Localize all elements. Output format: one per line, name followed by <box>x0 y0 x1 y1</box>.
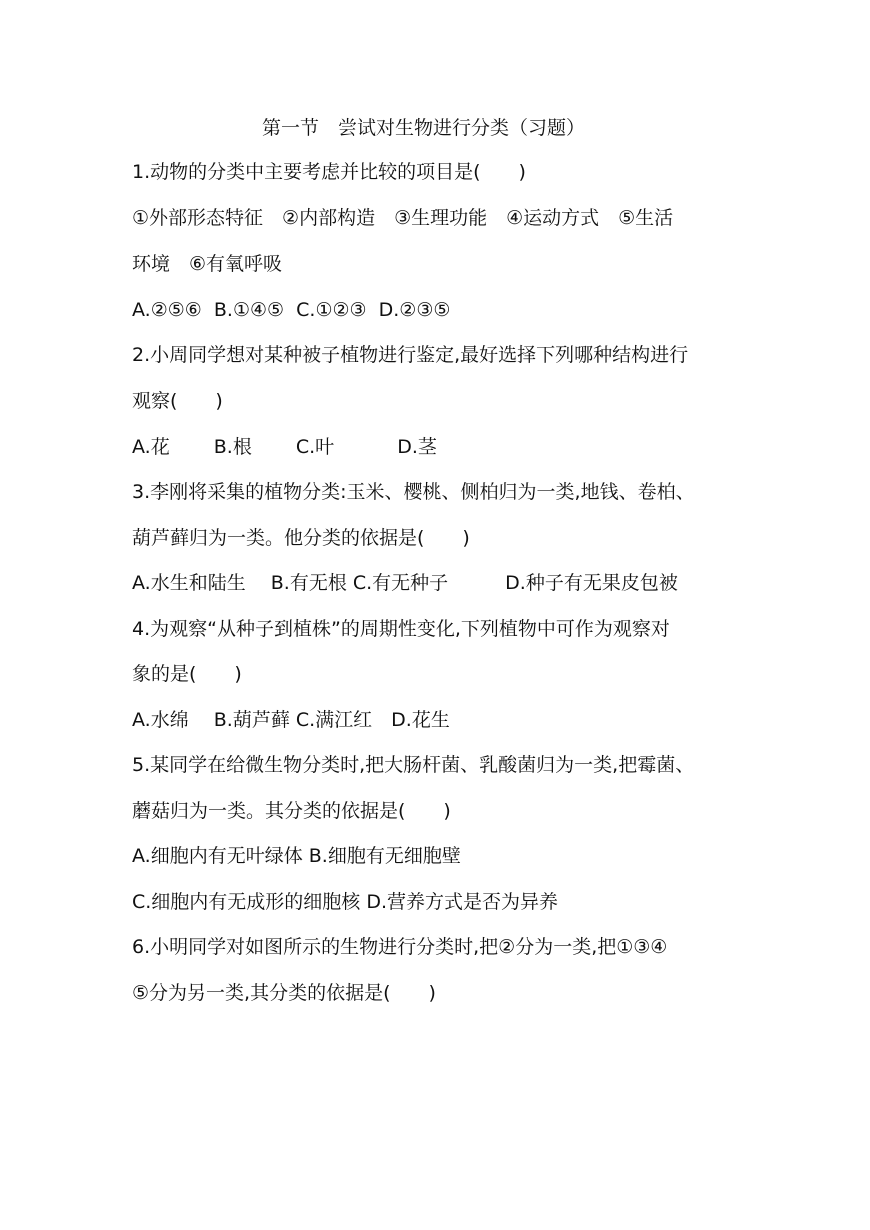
question-4-options: A.水绵 B.葫芦藓 C.满江红 D.花生 <box>132 709 450 731</box>
question-5-stem-line-1: 5.某同学在给微生物分类时,把大肠杆菌、乳酸菌归为一类,把霉菌、 <box>132 754 695 776</box>
question-2-stem-line-1: 2.小周同学想对某种被子植物进行鉴定,最好选择下列哪种结构进行 <box>132 344 689 366</box>
question-2-stem-line-2: 观察( ) <box>132 390 223 412</box>
question-6-stem-line-2: ⑤分为另一类,其分类的依据是( ) <box>132 982 436 1004</box>
question-1-options: A.②⑤⑥ B.①④⑤ C.①②③ D.②③⑤ <box>132 299 451 321</box>
question-4-stem-line-2: 象的是( ) <box>132 663 242 685</box>
question-1-stem: 1.动物的分类中主要考虑并比较的项目是( ) <box>132 161 526 183</box>
question-1-items-line-1: ①外部形态特征 ②内部构造 ③生理功能 ④运动方式 ⑤生活 <box>132 207 674 229</box>
question-5-options-line-1: A.细胞内有无叶绿体 B.细胞有无细胞壁 <box>132 845 461 867</box>
question-1-items-line-2: 环境 ⑥有氧呼吸 <box>132 253 283 275</box>
question-3-stem-line-2: 葫芦藓归为一类。他分类的依据是( ) <box>132 527 470 549</box>
question-4-stem-line-1: 4.为观察“从种子到植株”的周期性变化,下列植物中可作为观察对 <box>132 618 670 640</box>
question-2-options: A.花 B.根 C.叶 D.茎 <box>132 436 437 458</box>
question-3-options: A.水生和陆生 B.有无根 C.有无种子 D.种子有无果皮包被 <box>132 572 678 594</box>
question-5-stem-line-2: 蘑菇归为一类。其分类的依据是( ) <box>132 800 451 822</box>
question-3-stem-line-1: 3.李刚将采集的植物分类:玉米、樱桃、侧柏归为一类,地钱、卷柏、 <box>132 481 695 503</box>
page-title: 第一节 尝试对生物进行分类（习题） <box>262 117 586 139</box>
question-5-options-line-2: C.细胞内有无成形的细胞核 D.营养方式是否为异养 <box>132 891 559 913</box>
question-6-stem-line-1: 6.小明同学对如图所示的生物进行分类时,把②分为一类,把①③④ <box>132 936 668 958</box>
